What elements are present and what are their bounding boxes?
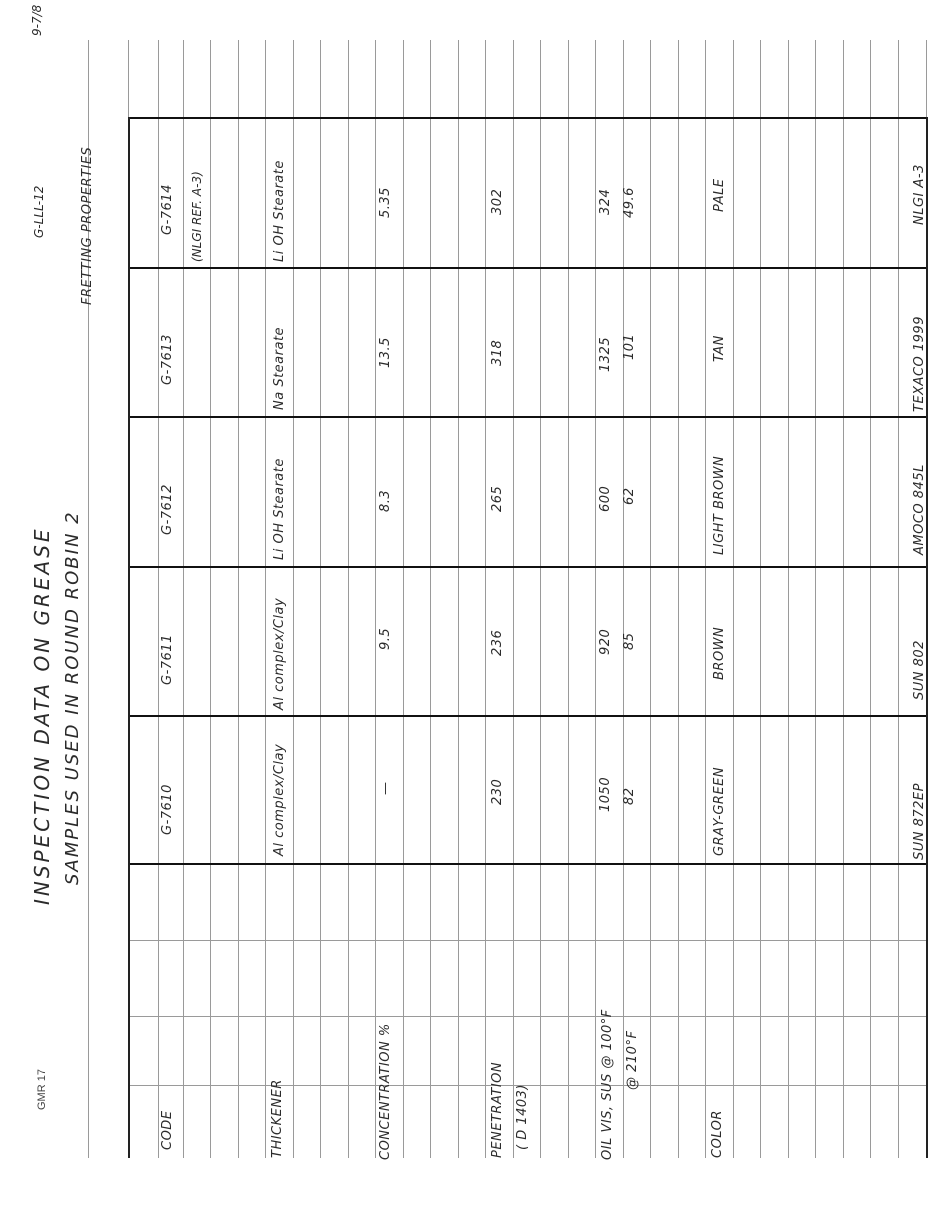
sample-color: BROWN: [712, 626, 727, 680]
sample-penetration: 302: [490, 188, 505, 215]
sample-penetration: 236: [490, 629, 505, 656]
sample-vis-100: 1325: [598, 336, 613, 372]
sample-vis-100: 920: [598, 628, 613, 655]
sample-source: SUN 802: [912, 640, 927, 700]
row-label-penetration: PENETRATION: [490, 1061, 505, 1158]
sample-note: (NLGI REF. A-3): [190, 171, 204, 262]
sample-concentration: 8.3: [378, 489, 393, 512]
row-label-color: COLOR: [710, 1110, 725, 1158]
sample-penetration: 265: [490, 485, 505, 512]
sample-thickener: Li OH Stearate: [272, 160, 287, 262]
sample-source: TEXACO 1999: [912, 316, 927, 412]
sample-vis-210: 85: [622, 632, 637, 650]
sample-vis-210: 62: [622, 487, 637, 505]
sample-vis-100: 324: [598, 188, 613, 215]
row-label-code: CODE: [160, 1110, 175, 1150]
sample-code: G-7610: [160, 784, 175, 835]
sample-color: PALE: [712, 178, 727, 212]
form-mark: GMR 17: [36, 1069, 48, 1110]
sample-vis-100: 1050: [598, 776, 613, 812]
sample-vis-100: 600: [598, 485, 613, 512]
page-title: INSPECTION DATA ON GREASE: [30, 526, 54, 905]
sample-color: LIGHT BROWN: [712, 455, 727, 555]
section-label: FRETTING PROPERTIES: [80, 146, 95, 305]
sample-code: G-7613: [160, 334, 175, 385]
sample-concentration: 13.5: [378, 337, 393, 368]
sample-thickener: Li OH Stearate: [272, 458, 287, 560]
sample-penetration: 230: [490, 778, 505, 805]
sample-thickener: Al complex/Clay: [272, 743, 287, 856]
sample-thickener: Na Stearate: [272, 326, 287, 410]
sample-vis-210: 49.6: [622, 187, 637, 218]
sample-code: G-7611: [160, 634, 175, 685]
sample-source: AMOCO 845L: [912, 464, 927, 555]
page-subtitle: SAMPLES USED IN ROUND ROBIN 2: [62, 510, 83, 885]
sample-source: SUN 872EP: [912, 783, 927, 860]
row-label-penetration-method: ( D 1403): [515, 1083, 530, 1150]
row-label-concentration: CONCENTRATION %: [378, 1023, 393, 1160]
sample-concentration: 5.35: [378, 187, 393, 218]
row-label-oil-vis-210: @ 210°F: [625, 1030, 640, 1090]
sample-code: G-7612: [160, 484, 175, 535]
sample-code: G-7614: [160, 184, 175, 235]
corner-mark: 9-7/8: [30, 4, 44, 36]
sample-thickener: Al complex/Clay: [272, 597, 287, 710]
sample-color: TAN: [712, 335, 727, 362]
sample-concentration: —: [378, 781, 393, 795]
sample-source: NLGI A-3: [912, 164, 927, 225]
sample-concentration: 9.5: [378, 627, 393, 650]
sample-vis-210: 82: [622, 787, 637, 805]
sample-penetration: 318: [490, 339, 505, 366]
sample-vis-210: 101: [622, 333, 637, 360]
document-code: G-LLL-12: [32, 185, 46, 238]
row-label-thickener: THICKENER: [270, 1079, 285, 1158]
row-label-oil-vis: OIL VIS, SUS @ 100°F: [600, 1009, 615, 1160]
sample-color: GRAY-GREEN: [712, 766, 727, 856]
